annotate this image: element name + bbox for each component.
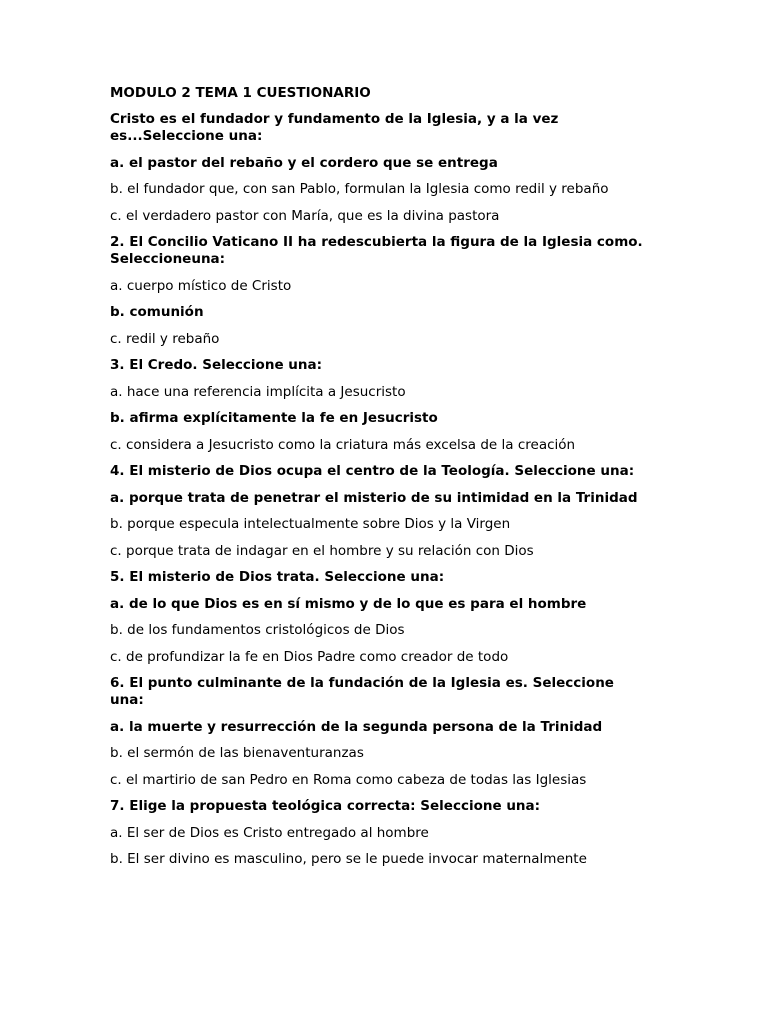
question-or-answer-bold: 3. El Credo. Seleccione una: <box>110 357 323 373</box>
answer-option: c. de profundizar la fe en Dios Padre como creador de todo <box>110 648 509 665</box>
question-or-answer-bold: 4. El misterio de Dios ocupa el centro de la Teología. Seleccione una: <box>110 463 635 479</box>
answer-option: a. hace una referencia implícita a Jesucristo <box>110 383 406 400</box>
question-or-answer-bold: b. afirma explícitamente la fe en Jesucristo <box>110 410 438 426</box>
answer-option: a. El ser de Dios es Cristo entregado al hombre <box>110 824 429 841</box>
answer-option: c. considera a Jesucristo como la criatura más excelsa de la creación <box>110 436 576 453</box>
answer-option: c. porque trata de indagar en el hombre y su relación con Dios <box>110 542 534 559</box>
answer-option: b. el fundador que, con san Pablo, formulan la Iglesia como redil y rebaño <box>110 181 609 197</box>
question-or-answer-bold: a. la muerte y resurrección de la segunda persona de la Trinidad <box>110 718 603 735</box>
answer-option: b. el sermón de las bienaventuranzas <box>110 745 364 761</box>
question-or-answer-bold: a. el pastor del rebaño y el cordero que se entrega <box>110 154 498 171</box>
answer-option: b. porque especula intelectualmente sobre Dios y la Virgen <box>110 516 511 532</box>
answer-option: c. redil y rebaño <box>110 330 220 347</box>
document-title: MODULO 2 TEMA 1 CUESTIONARIO <box>110 85 371 101</box>
answer-option: c. el martirio de san Pedro en Roma como cabeza de todas las Iglesias <box>110 771 587 788</box>
answer-option: b. de los fundamentos cristológicos de Dios <box>110 622 405 638</box>
answer-option: a. cuerpo místico de Cristo <box>110 277 292 294</box>
question-or-answer-bold: 6. El punto culminante de la fundación de la Iglesia es. Seleccione una: <box>110 675 614 708</box>
question-or-answer-bold: 5. El misterio de Dios trata. Seleccione una: <box>110 569 445 585</box>
question-or-answer-bold: 2. El Concilio Vaticano II ha redescubierta la figura de la Iglesia como. Seleccioneuna: <box>110 234 643 267</box>
question-or-answer-bold: a. porque trata de penetrar el misterio de su intimidad en la Trinidad <box>110 489 638 506</box>
document-page <box>110 85 650 878</box>
question-or-answer-bold: Cristo es el fundador y fundamento de la Iglesia, y a la vez es...Seleccione una: <box>110 111 559 144</box>
question-or-answer-bold: 7. Elige la propuesta teológica correcta: Seleccione una: <box>110 798 541 814</box>
answer-option: b. El ser divino es masculino, pero se le puede invocar maternalmente <box>110 851 587 867</box>
question-or-answer-bold: b. comunión <box>110 304 204 320</box>
question-list <box>110 111 650 868</box>
question-or-answer-bold: a. de lo que Dios es en sí mismo y de lo que es para el hombre <box>110 595 587 612</box>
answer-option: c. el verdadero pastor con María, que es la divina pastora <box>110 207 500 224</box>
